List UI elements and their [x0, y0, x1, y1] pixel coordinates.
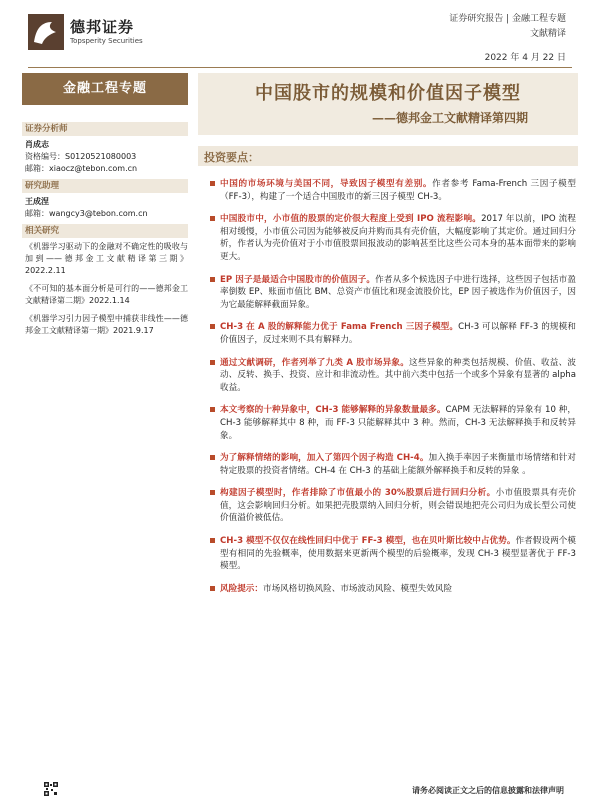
key-point — [210, 274, 576, 312]
point-text: 2017 年以前，IPO 流程相对缓慢，小市值公司因为能够被反向并购而具有壳价值，大幅度影响了其定价。通过回归分析，作者认为壳价值对于小市值股票回报波动的影响甚至比这些公司本身的基本面带来的影响更大。 — [220, 214, 576, 262]
key-point — [210, 452, 576, 477]
related-report[interactable]: 《机器学习引力因子模型中捕获非线性——德邦金工文献精译第一期》2021.9.17 — [25, 314, 188, 335]
company-logo — [28, 14, 178, 52]
page-title: 中国股市的规模和价值因子模型 — [255, 83, 521, 104]
assistant-name: 王成涅 — [25, 197, 49, 206]
related-heading: 相关研究 — [22, 224, 188, 238]
bullet-icon — [210, 407, 215, 412]
analyst-cert: 资格编号：S0120521080003 — [25, 152, 137, 161]
key-points-list — [210, 178, 576, 605]
report-category: 金融工程专题 — [511, 14, 566, 24]
point-highlight: 构建因子模型时，作者排除了市值最小的 30%股票后进行回归分析。 — [220, 488, 496, 499]
key-point — [210, 487, 576, 525]
key-point — [210, 321, 576, 346]
logo-mark-icon — [28, 14, 64, 50]
assistant-email[interactable]: 邮箱：wangcy3@tebon.com.cn — [25, 209, 148, 218]
related-report[interactable]: 《不可知的基本面分析是可行的——德邦金工文献精译第二期》2022.1.14 — [25, 284, 188, 305]
point-text: 加入换手率因子来衡量市场情绪和针对特定股票的投资者情绪。CH-4 在 CH-3 的基础上能额外解释换手和反转的异象 。 — [220, 453, 576, 476]
analyst-email[interactable]: 邮箱：xiaocz@tebon.com.cn — [25, 164, 138, 173]
key-point — [210, 213, 576, 263]
report-meta — [449, 12, 566, 42]
bullet-icon — [210, 277, 215, 282]
logo-text-en: Topsperity Securities — [70, 37, 143, 45]
report-subtype: 文献精译 — [529, 29, 566, 39]
point-highlight: 本文考察的十种异象中，CH-3 能够解释的异象数量最多。 — [220, 405, 446, 416]
related-report[interactable]: 《机器学习驱动下的金融对不确定性的吸收与加到——德邦金工文献精译第三期》2022.2.11 — [25, 242, 188, 275]
bullet-icon — [210, 455, 215, 460]
point-text: 小市值股票具有壳价值，这会影响回归分析。如果把壳股票纳入回归分析，则会错误地把壳公司归为成长型公司使价值溢价被低估。 — [220, 488, 576, 524]
bullet-icon — [210, 324, 215, 329]
point-highlight: CH-3 在 A 股的解释能力优于 Fama French 三因子模型。 — [220, 322, 459, 333]
point-highlight: 中国股市中，小市值的股票的定价很大程度上受到 IPO 流程影响。 — [220, 214, 482, 225]
qr-code-icon — [44, 782, 58, 796]
point-highlight: 为了解释情绪的影响，加入了第四个因子构造 CH-4。 — [220, 453, 429, 464]
point-highlight: CH-3 模型不仅仅在线性回归中优于 FF-3 模型，也在贝叶斯比较中占优势。 — [220, 536, 516, 547]
key-point — [210, 178, 576, 203]
key-point — [210, 404, 576, 442]
meta-separator: | — [506, 14, 512, 24]
point-highlight: 通过文献调研，作者列举了九类 A 股市场异象。 — [220, 357, 410, 368]
key-point — [210, 535, 576, 573]
logo-text-cn: 德邦证券 — [70, 18, 135, 36]
report-date: 2022 年 4 月 22 日 — [484, 53, 566, 63]
bullet-icon — [210, 490, 215, 495]
point-highlight: 风险提示： — [220, 583, 263, 594]
key-point-risk — [210, 583, 576, 596]
point-text: 市场风格切换风险、市场波动风险、模型失效风险 — [262, 583, 453, 594]
bullet-icon — [210, 216, 215, 221]
analyst-heading: 证券分析师 — [22, 122, 188, 136]
bullet-icon — [210, 586, 215, 591]
bullet-icon — [210, 181, 215, 186]
bullet-icon — [210, 538, 215, 543]
key-points-bar — [198, 146, 578, 166]
assistant-heading: 研究助理 — [22, 179, 188, 193]
key-point — [210, 357, 576, 395]
analyst-name: 肖成志 — [25, 140, 49, 149]
point-text: 作者从多个候选因子中进行选择，这些因子包括市盈率倒数 EP、账面市值比 BM、总资产市值比和现金流股价比，EP 因子被选作为价值因子，因为它最能解释截面异象。 — [220, 274, 576, 310]
bullet-icon — [210, 360, 215, 365]
page-subtitle: ——德邦金工文献精译第四期 — [371, 111, 528, 125]
footer-disclaimer: 请务必阅读正文之后的信息披露和法律声明 — [412, 786, 564, 795]
sidebar — [22, 122, 188, 343]
title-panel — [198, 73, 578, 135]
header-divider — [28, 67, 572, 68]
category-badge: 金融工程专题 — [22, 73, 188, 105]
point-text: 这些异象的种类包括规模、价值、收益、波动、反转、换手、投资、应计和非流动性。其中前六类中包括一个或多个异象有显著的 alpha 收益。 — [220, 357, 576, 393]
point-highlight: 中国的市场环境与美国不同，导致因子模型有差别。 — [220, 179, 433, 189]
point-text: 作者参考 Fama-French 三因子模型（FF-3），构建了一个适合中国股市的新三因子模型 CH-3。 — [220, 179, 576, 202]
point-highlight: EP 因子是最适合中国股市的价值因子。 — [220, 274, 376, 285]
point-text: 作者假设两个模型有相同的先验概率，使用数据来更新两个模型的后验概率，发现 CH-3 模型显著优于 FF-3 模型。 — [220, 536, 576, 572]
report-type: 证券研究报告 — [449, 14, 504, 24]
point-text: CAPM 无法解释的异象有 10 种，CH-3 能够解释其中 8 种，而 FF-3 只能解释其中 3 种。然而，CH-3 无法解释换手和反转异象。 — [220, 405, 576, 441]
key-points-label: 投资要点： — [204, 151, 259, 164]
point-text: CH-3 可以解释 FF-3 的规模和价值因子，反过来则不具有解释力。 — [220, 322, 576, 345]
